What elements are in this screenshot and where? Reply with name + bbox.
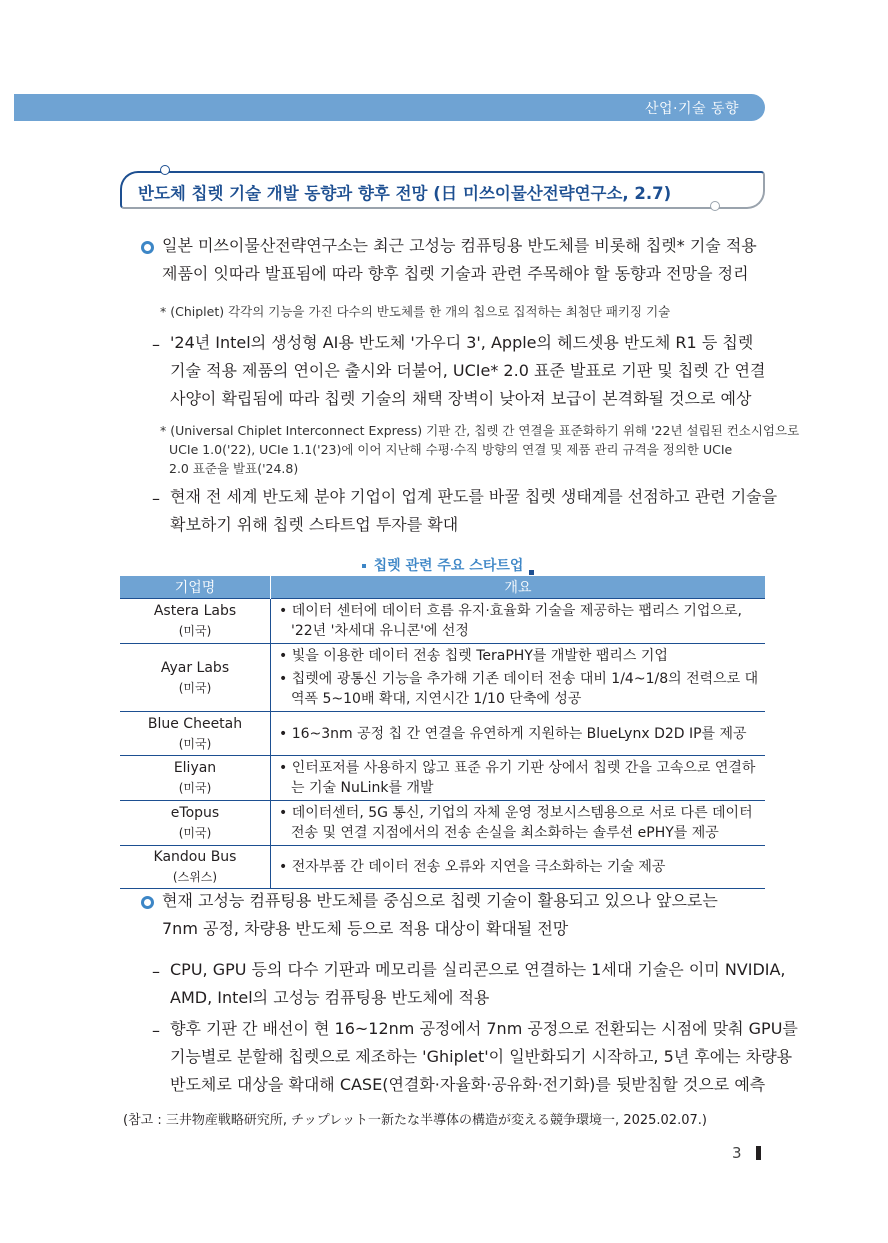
company-country: (미국) xyxy=(178,680,212,695)
caption-marker-icon xyxy=(362,564,366,568)
overview-item: • 칩렛에 광통신 기능을 추가해 기존 데이터 전송 대비 1/4~1/8의 전력으로 대역폭 5~10배 확대, 지연시간 1/10 단축에 성공 xyxy=(279,671,759,707)
caption-marker-icon xyxy=(529,570,534,575)
overview-cell xyxy=(271,644,766,712)
circle-bullet-icon xyxy=(141,896,154,909)
company-cell xyxy=(120,599,271,644)
company-cell xyxy=(120,846,271,889)
text-line: 반도체로 대상을 확대해 CASE(연결화·자율화·공유화·전기화)를 뒷받침할 것으로 예측 xyxy=(170,1075,766,1094)
text-line: AMD, Intel의 고성능 컴퓨팅용 반도체에 적용 xyxy=(170,988,490,1007)
table-row xyxy=(120,846,765,889)
page-marker xyxy=(756,1146,761,1160)
company-country: (스위스) xyxy=(172,870,218,884)
company-country: (미국) xyxy=(178,826,212,840)
section-label: 산업·기술 동향 xyxy=(644,101,739,117)
header-bar xyxy=(14,94,765,121)
text-line: 기능별로 분할해 칩렛으로 제조하는 'Ghiplet'이 일반화되기 시작하고, 5년 후에는 차량용 xyxy=(170,1047,793,1066)
footnote-ucie xyxy=(160,421,799,478)
company-name: Kandou Bus xyxy=(153,849,237,865)
startup-table xyxy=(120,576,765,889)
company-name: Astera Labs xyxy=(153,603,237,619)
table-row xyxy=(120,599,765,644)
company-cell xyxy=(120,712,271,756)
overview-item: • 데이터센터, 5G 통신, 기업의 자체 운영 정보시스템용으로 서로 다른 데이터 전송 및 연결 지점에서의 전송 손실을 최소화하는 솔루션 ePHY를 제공 xyxy=(279,805,753,841)
company-cell xyxy=(120,801,271,846)
sub-paragraph-1 xyxy=(170,329,765,413)
table-row xyxy=(120,801,765,846)
text-line: 2.0 표준을 발표('24.8) xyxy=(169,461,299,476)
dash-bullet: – xyxy=(152,962,160,981)
overview-item: • 데이터 센터에 데이터 흐름 유지·효율화 기술을 제공하는 팹리스 기업으로, '22년 '차세대 유니콘'에 선정 xyxy=(279,603,742,639)
text-line: 제품이 잇따라 발표됨에 따라 향후 칩렛 기술과 관련 주목해야 할 동향과 전망을 정리 xyxy=(162,264,749,283)
paragraph-1 xyxy=(162,232,757,288)
page-number: 3 xyxy=(732,1144,742,1162)
overview-cell xyxy=(271,599,766,644)
dash-bullet: – xyxy=(152,489,160,508)
article-title-box xyxy=(120,171,765,209)
table-caption xyxy=(0,555,888,575)
caption-text: 칩렛 관련 주요 스타트업 xyxy=(373,558,524,574)
overview-cell xyxy=(271,756,766,801)
company-cell xyxy=(120,756,271,801)
sub-paragraph-2 xyxy=(170,483,777,539)
source-citation: (참고 : 三井物産戦略研究所, チップレット一新たな半導体の構造が変える競争環境一, 2025.02.07.) xyxy=(123,1113,707,1128)
company-country: (미국) xyxy=(178,781,212,795)
text-line: 사양이 확립됨에 따라 칩렛 기술의 채택 장벽이 낮아져 보급이 본격화될 것으로 예상 xyxy=(170,389,752,408)
text-line: 현재 고성능 컴퓨팅용 반도체를 중심으로 칩렛 기술이 활용되고 있으나 앞으로는 xyxy=(162,891,718,910)
text-line: 일본 미쓰이물산전략연구소는 최근 고성능 컴퓨팅용 반도체를 비롯해 칩렛* 기술 적용 xyxy=(162,236,757,255)
company-name: eTopus xyxy=(170,805,220,821)
text-line: 7nm 공정, 차량용 반도체 등으로 적용 대상이 확대될 전망 xyxy=(162,919,569,938)
dash-bullet: – xyxy=(152,1021,160,1040)
column-header-company: 기업명 xyxy=(120,576,271,599)
overview-cell xyxy=(271,846,766,889)
column-header-overview: 개요 xyxy=(271,576,766,599)
overview-item: • 빛을 이용한 데이터 전송 칩렛 TeraPHY를 개발한 팹리스 기업 xyxy=(279,648,668,664)
article-title: 반도체 칩렛 기술 개발 동향과 향후 전망 (日 미쓰이물산전략연구소, 2.7) xyxy=(138,184,672,203)
overview-cell xyxy=(271,801,766,846)
company-name: Blue Cheetah xyxy=(147,715,243,732)
sub-paragraph-4 xyxy=(170,1015,798,1099)
table-header-row xyxy=(120,576,765,599)
overview-item: • 16~3nm 공정 칩 간 연결을 유연하게 지원하는 BlueLynx D2D IP를 제공 xyxy=(279,725,747,742)
text-line: '24년 Intel의 생성형 AI용 반도체 '가우디 3', Apple의 헤드셋용 반도체 R1 등 칩렛 xyxy=(170,333,754,352)
company-name: Ayar Labs xyxy=(160,659,230,676)
text-line: 현재 전 세계 반도체 분야 기업이 업계 판도를 바꿀 칩렛 생태계를 선점하고 관련 기술을 xyxy=(170,487,778,506)
text-line: CPU, GPU 등의 다수 기판과 메모리를 실리콘으로 연결하는 1세대 기술은 이미 NVIDIA, xyxy=(170,960,786,979)
sub-paragraph-3 xyxy=(170,956,786,1012)
overview-item: • 전자부품 간 데이터 전송 오류와 지연을 극소화하는 기술 제공 xyxy=(279,859,666,875)
title-ornament-dot xyxy=(710,201,720,211)
company-country: (미국) xyxy=(178,736,212,751)
footnote-chiplet: * (Chiplet) 각각의 기능을 가진 다수의 반도체를 한 개의 칩으로 집적하는 최첨단 패키징 기술 xyxy=(160,304,671,319)
company-cell xyxy=(120,644,271,712)
title-ornament-dot xyxy=(160,165,170,175)
paragraph-2 xyxy=(162,887,718,943)
overview-cell xyxy=(271,712,766,756)
overview-item: • 인터포저를 사용하지 않고 표준 유기 기판 상에서 칩렛 간을 고속으로 연결하는 기술 NuLink를 개발 xyxy=(279,760,756,796)
table-row xyxy=(120,712,765,756)
circle-bullet-icon xyxy=(141,241,154,254)
company-name: Eliyan xyxy=(173,760,217,776)
text-line: UCIe 1.0('22), UCIe 1.1('23)에 이어 지난해 수평·수직 방향의 연결 및 제품 관리 규격을 정의한 UCIe xyxy=(169,442,733,457)
company-country: (미국) xyxy=(178,624,212,638)
text-line: 향후 기판 간 배선이 현 16~12nm 공정에서 7nm 공정으로 전환되는 시점에 맞춰 GPU를 xyxy=(170,1019,798,1038)
text-line: 확보하기 위해 칩렛 스타트업 투자를 확대 xyxy=(170,515,459,534)
text-line: * (Universal Chiplet Interconnect Express) 기판 간, 칩렛 간 연결을 표준화하기 위해 '22년 설립된 컨소시엄으로 xyxy=(160,423,800,438)
dash-bullet: – xyxy=(152,335,160,354)
table-row xyxy=(120,644,765,712)
table-row xyxy=(120,756,765,801)
text-line: 기술 적용 제품의 연이은 출시와 더불어, UCIe* 2.0 표준 발표로 기판 및 칩렛 간 연결 xyxy=(170,361,766,380)
